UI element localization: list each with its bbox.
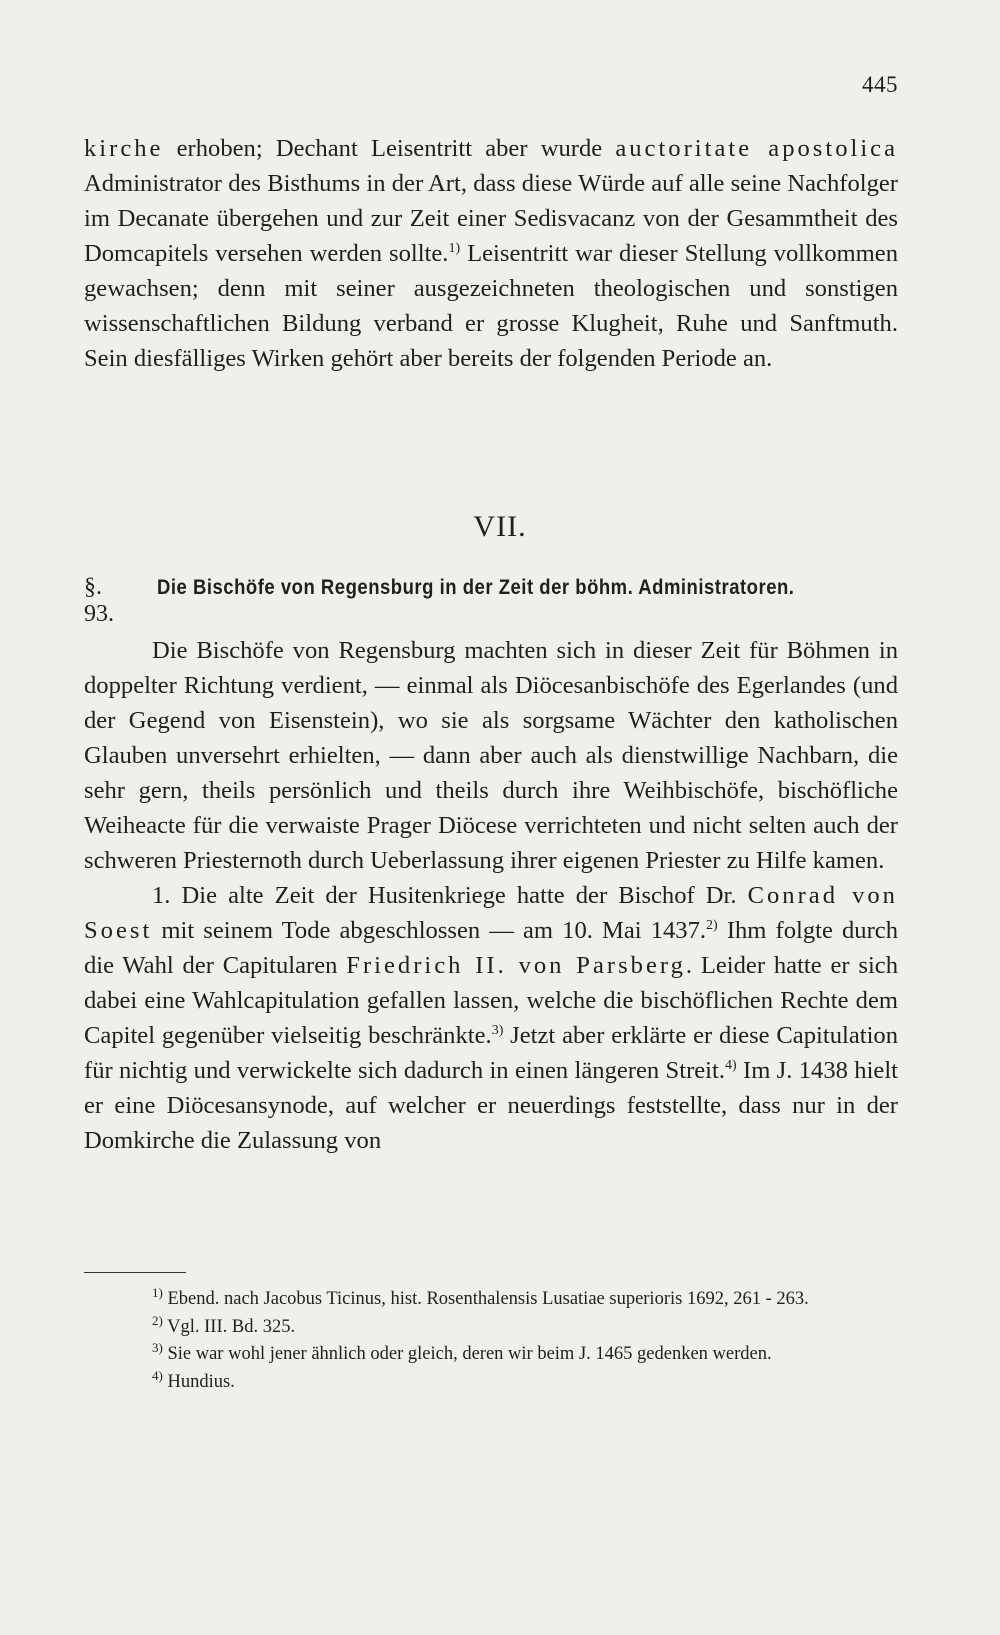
footnote-mark: 2) xyxy=(152,1312,163,1328)
section-title-text: Die Bischöfe von Regensburg in der Zeit der böhm. Administratoren. xyxy=(156,575,795,599)
footnote-mark: 1) xyxy=(152,1284,163,1300)
footnote-text: Vgl. III. Bd. 325. xyxy=(162,1316,296,1337)
footnote-mark: 3) xyxy=(152,1339,163,1355)
text-run: mit seinem Tode abgeschlossen — am 10. Mai 1437. xyxy=(152,917,707,944)
footnote-text: Sie war wohl jener ähnlich oder gleich, deren wir beim J. 1465 gedenken werden. xyxy=(162,1344,772,1364)
footnote-text: Ebend. nach Jacobus Ticinus, hist. Rosenthalensis Lusatiae superioris 1692, 261 - 263. xyxy=(162,1289,809,1309)
footnote-4 xyxy=(84,1369,898,1397)
spaced-text: auctoritate apostolica xyxy=(615,135,898,162)
footnote-text: Hundius. xyxy=(162,1371,235,1392)
paragraph-1 xyxy=(84,131,898,376)
spaced-text: Conrad von Soest xyxy=(84,882,898,944)
text-run: Administrator des Bisthums in der Art, dass diese Würde auf alle seine Nachfolger im Decanate übergehen und zur Zeit einer Sedisvacanz von der Gesammtheit des Domcapitels versehen werden sollte. xyxy=(84,170,898,267)
footnote-3 xyxy=(84,1341,898,1369)
spaced-text: kirche xyxy=(84,135,164,162)
spaced-text: Friedrich II. von Parsberg xyxy=(346,952,686,979)
footnote-2 xyxy=(84,1314,898,1342)
footnote-ref-4: 4) xyxy=(725,1057,737,1073)
footnote-1 xyxy=(84,1286,898,1314)
text-run: Im J. 1438 hielt er eine Diöcesansynode, auf welcher er neuerdings feststellte, dass nur in der Domkirche die Zulassung von xyxy=(84,1057,898,1154)
paragraph-2: Die Bischöfe von Regensburg machten sich in dieser Zeit für Böhmen in doppelter Richtung verdient, — einmal als Diöcesanbischöfe des Egerlandes (und der Gegend von Eisenstein), wo sie als sorgsame Wächter den katholischen Glauben unversehrt erhielten, — dann aber auch als dienstwillige Nachbarn, die sehr gern, theils persönlich und theils durch ihre Weihbischöfe, bischöfliche Weiheacte für die verwaiste Prager Diöcese verrichteten und nicht selten auch der schweren Priesternoth durch Ueberlassung ihrer eigenen Priester zu Hilfe kamen. xyxy=(84,637,898,874)
section-number: §. 93. xyxy=(84,574,114,627)
text-run: Jetzt aber erklärte er diese Capitulation für nichtig und verwickelte sich dadurch in einen längeren Streit. xyxy=(84,1022,898,1084)
footnote-divider xyxy=(84,1272,186,1273)
footnote-ref-3: 3) xyxy=(491,1022,504,1038)
paragraph-3 xyxy=(84,878,898,1158)
footnote-mark: 4) xyxy=(152,1367,163,1383)
paragraph-continuation xyxy=(84,131,898,376)
text-run: erhoben; Dechant Leisentritt aber wurde xyxy=(163,135,616,162)
footnote-ref-1: 1) xyxy=(448,240,461,256)
section-title xyxy=(84,574,898,628)
text-run: . Leider hatte er sich dabei eine Wahlcapitulation gefallen lassen, welche die bischöflichen Rechte dem Capitel gegenüber vielseitig beschränkte. xyxy=(84,952,898,1049)
text-run: Leisentritt war dieser Stellung vollkommen gewachsen; denn mit seiner ausgezeichneten theologischen und sonstigen wissenschaftlichen Bildung verband er grosse Klugheit, Ruhe und Sanftmuth. Sein diesfälliges Wirken gehört aber bereits der folgenden Periode an. xyxy=(84,240,898,372)
text-run: Ihm folgte durch die Wahl der Capitularen xyxy=(84,917,898,979)
footnotes xyxy=(84,1286,898,1396)
section-body xyxy=(84,633,898,1158)
text-run: 1. Die alte Zeit der Husitenkriege hatte der Bischof Dr. xyxy=(152,882,748,909)
chapter-heading: VII. xyxy=(473,510,527,543)
footnote-ref-2: 2) xyxy=(706,917,718,933)
page-number: 445 xyxy=(862,72,898,97)
